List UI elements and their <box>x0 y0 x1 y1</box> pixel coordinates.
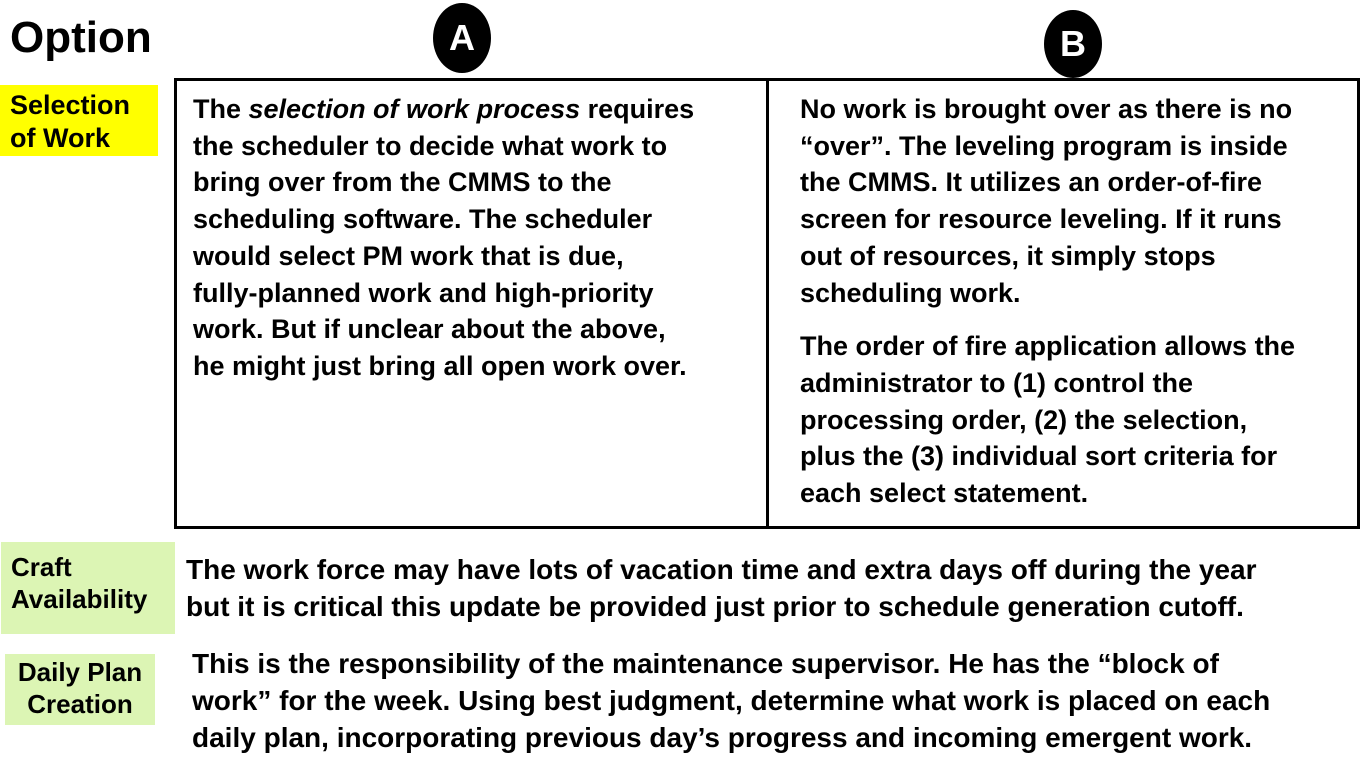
option-a-line1-prefix: The <box>193 94 249 124</box>
option-a-line: he might just bring all open work over. <box>193 350 687 381</box>
daily-text-line: work” for the week. Using best judgment, determine what work is placed on each <box>192 685 1271 716</box>
daily-label-line2: Creation <box>27 688 133 719</box>
option-b-line: processing order, (2) the selection, <box>800 404 1248 435</box>
option-b-line: out of resources, it simply stops <box>800 240 1216 271</box>
selection-of-work-label <box>0 85 158 156</box>
option-a-line: would select PM work that is due, <box>193 240 624 271</box>
option-b-line: administrator to (1) control the <box>800 367 1194 398</box>
option-a-line: the scheduler to decide what work to <box>193 130 668 161</box>
option-a-line: scheduling software. The scheduler <box>193 204 653 235</box>
craft-label-line1: Craft <box>11 552 72 582</box>
craft-availability-text <box>186 551 1257 625</box>
craft-availability-label <box>1 542 175 634</box>
option-a-line1-suffix: requires <box>580 94 695 124</box>
page-title: Option <box>10 13 152 62</box>
craft-text-line: The work force may have lots of vacation time and extra days off during the year <box>186 554 1257 585</box>
daily-text-line: This is the responsibility of the maintenance supervisor. He has the “block of <box>192 648 1219 679</box>
daily-plan-text <box>192 645 1270 756</box>
option-a-line: fully-planned work and high-priority <box>193 277 654 308</box>
option-b-line: each select statement. <box>800 478 1089 509</box>
option-b-line: No work is brought over as there is no <box>800 94 1293 124</box>
option-b-line: The order of fire application allows the <box>800 331 1296 362</box>
daily-plan-creation-label <box>5 654 155 725</box>
option-b-badge: B <box>1044 10 1102 78</box>
selection-label-line2: of Work <box>10 122 110 153</box>
option-b-line: the CMMS. It utilizes an order-of-fire <box>800 167 1263 198</box>
option-a-badge: A <box>433 3 491 73</box>
selection-label-line1: Selection <box>10 90 131 120</box>
daily-text-line: daily plan, incorporating previous day’s progress and incoming emergent work. <box>192 722 1253 753</box>
option-b-line: “over”. The leveling program is inside <box>800 130 1288 161</box>
selection-comparison-table <box>174 78 1360 529</box>
option-b-line: scheduling work. <box>800 277 1021 308</box>
craft-label-line2: Availability <box>11 583 148 614</box>
option-b-paragraph-2 <box>800 328 1353 512</box>
option-a-line: work. But if unclear about the above, <box>193 314 666 345</box>
option-a-line-1 <box>193 91 756 128</box>
option-b-paragraph-1 <box>800 91 1353 311</box>
option-a-cell <box>177 81 769 526</box>
option-b-line: screen for resource leveling. If it runs <box>800 204 1282 235</box>
craft-text-line: but it is critical this update be provided just prior to schedule generation cutoff. <box>186 591 1244 622</box>
option-b-line: plus the (3) individual sort criteria for <box>800 441 1278 472</box>
option-a-line: bring over from the CMMS to the <box>193 167 612 198</box>
daily-label-line1: Daily Plan <box>17 657 143 687</box>
option-a-line1-italic: selection of work process <box>248 94 581 124</box>
option-b-cell <box>769 81 1357 526</box>
